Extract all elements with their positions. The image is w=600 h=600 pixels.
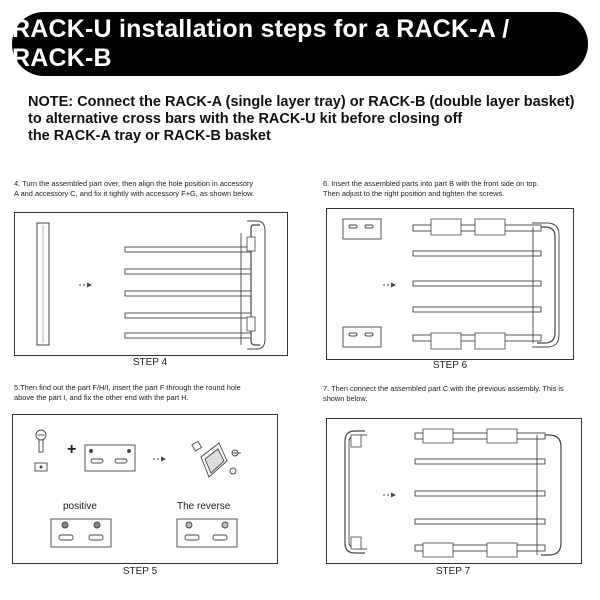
step4-line: 4. Turn the assembled part over, then align the hole position in accessory xyxy=(14,179,254,188)
reverse-label: The reverse xyxy=(177,501,231,512)
step6-diagram xyxy=(326,208,574,360)
tray-bars xyxy=(413,225,541,343)
end-cap-part xyxy=(345,431,365,553)
step7-diagram xyxy=(326,418,582,564)
tray-bars xyxy=(125,233,251,345)
step5-diagram xyxy=(12,414,278,564)
step5-instructions xyxy=(14,383,279,402)
step6-instructions xyxy=(323,179,588,198)
note-line: NOTE: Connect the RACK-A (single layer tray) or RACK-B (double layer basket) xyxy=(28,94,575,110)
step5-line: 5.Then find out the part F/H/I, insert the part F through the round hole xyxy=(14,383,241,392)
step7-instructions xyxy=(323,384,588,403)
installation-note xyxy=(28,94,588,145)
step5-line: above the part I, and fix the other end with the part H. xyxy=(14,392,189,402)
step6-caption: STEP 6 xyxy=(432,360,468,371)
plus-symbol: + xyxy=(67,441,77,458)
tray-bars xyxy=(415,433,545,555)
bolt-icon xyxy=(36,430,46,452)
step5-caption: STEP 5 xyxy=(122,566,158,577)
arrow-right-icon xyxy=(383,283,396,288)
arrow-right-icon xyxy=(153,457,166,462)
step6-line: Then adjust to the right position and tighten the screws. xyxy=(323,188,505,198)
step4-instructions xyxy=(14,179,279,198)
positive-view xyxy=(51,519,111,547)
step4-diagram xyxy=(14,212,288,356)
step4-caption: STEP 4 xyxy=(132,357,168,368)
clamp-plate-top xyxy=(343,219,381,239)
note-line: to alternative cross bars with the RACK-U kit before closing off xyxy=(28,111,463,127)
step7-caption: STEP 7 xyxy=(435,566,471,577)
arrow-right-icon xyxy=(79,283,92,288)
arrow-right-icon xyxy=(383,493,396,498)
reverse-view xyxy=(177,519,237,547)
step7-line: shown below. xyxy=(323,393,368,403)
step4-line: A and accessory C, and fix it tightly with accessory F+G, as shown below. xyxy=(14,188,255,198)
note-line: the RACK-A tray or RACK-B basket xyxy=(28,128,271,144)
assembly-exploded xyxy=(192,441,241,477)
page-title: RACK-U installation steps for a RACK-A / RACK-B xyxy=(12,15,510,72)
step6-line: 6. Insert the assembled parts into part B with the front side on top. xyxy=(323,179,539,188)
plate-part xyxy=(85,445,135,471)
positive-label: positive xyxy=(63,501,97,512)
title-banner xyxy=(12,12,588,76)
step7-line: 7. Then connect the assembled part C with the previous assembly. This is xyxy=(323,384,564,393)
clamp-plate-bottom xyxy=(343,327,381,347)
